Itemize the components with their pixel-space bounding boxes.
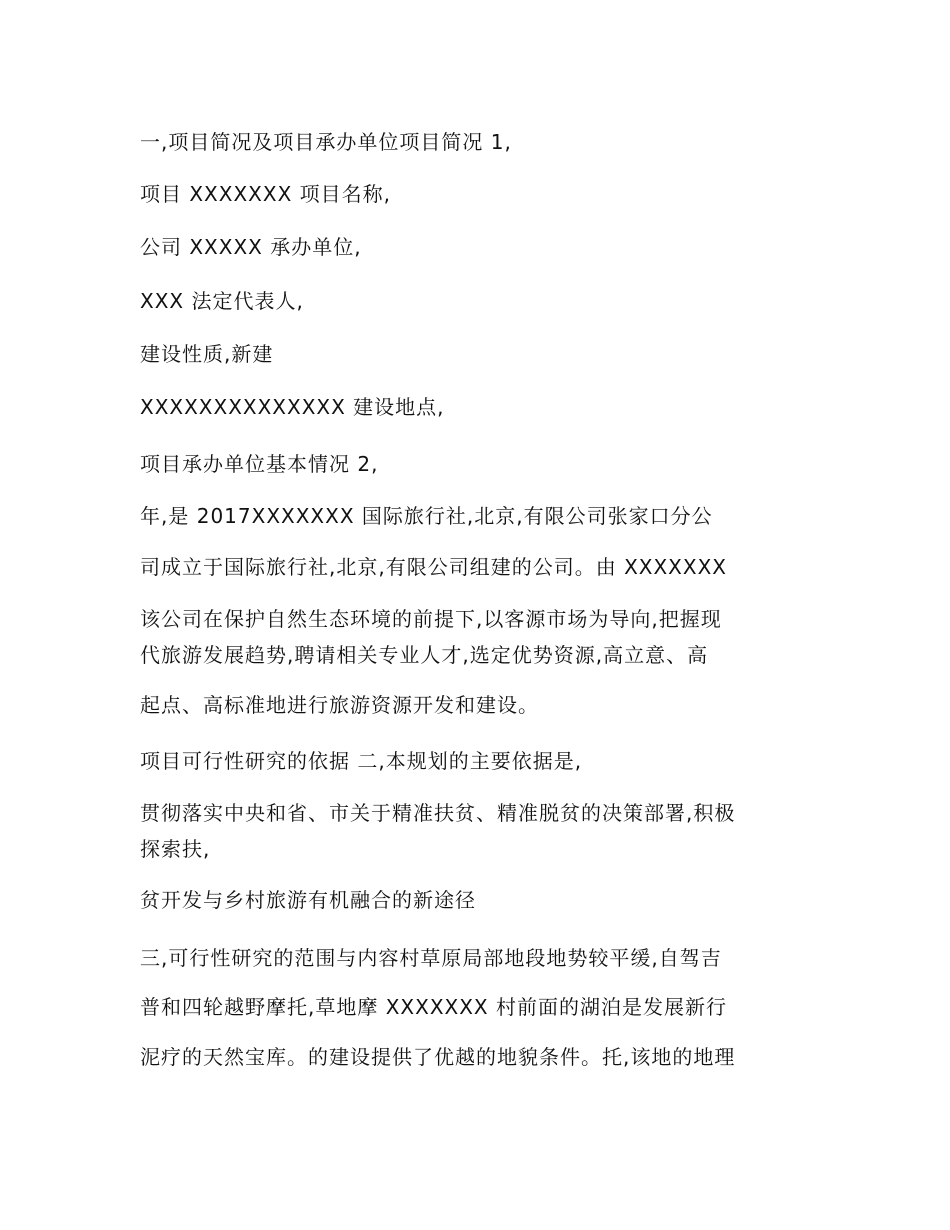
- text-line: 起点、高标准地进行旅游资源开发和建设。: [140, 693, 539, 717]
- text-line: 该公司在保护自然生态环境的前提下,以客源市场为导向,把握现: [140, 607, 722, 631]
- text-line: 普和四轮越野摩托,草地摩 XXXXXXX 村前面的湖泊是发展新行: [140, 995, 727, 1019]
- text-line: XXX 法定代表人,: [140, 289, 304, 313]
- text-line: 项目可行性研究的依据 二,本规划的主要依据是,: [140, 749, 583, 773]
- text-line: 探索扶,: [140, 837, 211, 861]
- text-line: 贫开发与乡村旅游有机融合的新途径: [140, 888, 476, 912]
- text-line: 一,项目简况及项目承办单位项目简况 1,: [140, 130, 512, 154]
- text-line: XXXXXXXXXXXXXX 建设地点,: [140, 395, 445, 419]
- text-line: 泥疗的天然宝库。的建设提供了优越的地貌条件。托,该地的地理: [140, 1045, 736, 1069]
- text-line: 司成立于国际旅行社,北京,有限公司组建的公司。由 XXXXXXX: [140, 555, 727, 579]
- text-line: 项目 XXXXXXX 项目名称,: [140, 182, 391, 206]
- text-line: 公司 XXXXX 承办单位,: [140, 235, 362, 259]
- text-line: 建设性质,新建: [140, 342, 274, 366]
- text-line: 年,是 2017XXXXXXX 国际旅行社,北京,有限公司张家口分公: [140, 504, 713, 528]
- text-line: 贯彻落实中央和省、市关于精准扶贫、精准脱贫的决策部署,积极: [140, 801, 736, 825]
- text-line: 项目承办单位基本情况 2,: [140, 452, 379, 476]
- text-line: 三,可行性研究的范围与内容村草原局部地段地势较平缓,自驾吉: [140, 946, 722, 970]
- text-line: 代旅游发展趋势,聘请相关专业人才,选定优势资源,高立意、高: [140, 643, 709, 667]
